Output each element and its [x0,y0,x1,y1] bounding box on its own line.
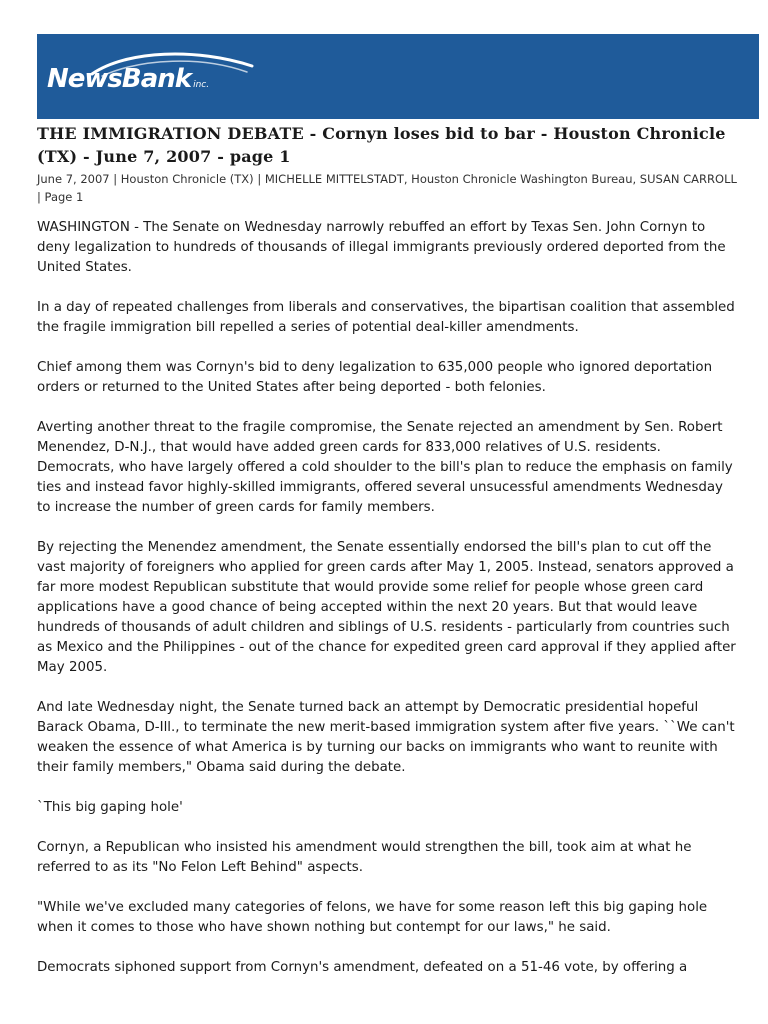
article-paragraph: By rejecting the Menendez amendment, the Senate essentially endorsed the bill's plan to cut off the vast majority of foreigners who applied for green cards after May 1, 2005. Instead, senators approved a far more modest Republican substitute that would provide some relief for people whose green card applications have a good chance of being accepted within the next 20 years. But that would leave hundreds of thousands of adult children and siblings of U.S. residents - particularly from countries such as Mexico and the Philippines - out of the chance for expedited green card approval if they applied after May 2005. [37,540,736,675]
article-content [37,122,737,998]
article-paragraph: "While we've excluded many categories of felons, we have for some reason left this big gaping hole when it comes to those who have shown nothing but contempt for our laws," he said. [37,900,708,935]
article-paragraph: In a day of repeated challenges from liberals and conservatives, the bipartisan coalition that assembled the fragile immigration bill repelled a series of potential deal-killer amendments. [37,300,735,335]
article-body [37,218,737,978]
article-paragraph: Cornyn, a Republican who insisted his amendment would strengthen the bill, took aim at what he referred to as its "No Felon Left Behind" aspects. [37,840,692,875]
newsbank-logo[interactable] [47,48,287,108]
article-subheading: `This big gaping hole' [37,800,183,815]
article-paragraph: And late Wednesday night, the Senate turned back an attempt by Democratic presidential hopeful Barack Obama, D-Ill., to terminate the new merit-based immigration system after five years. ``We can't weaken the essence of what America is by turning our backs on immigrants who want to reunite with their family members," Obama said during the debate. [37,700,735,775]
article-paragraph: Chief among them was Cornyn's bid to deny legalization to 635,000 people who ignored deportation orders or returned to the United States after being deported - both felonies. [37,360,713,395]
article-paragraph: Averting another threat to the fragile compromise, the Senate rejected an amendment by Sen. Robert Menendez, D-N.J., that would have added green cards for 833,000 relatives of U.S. residents. Democrats, who have largely offered a cold shoulder to the bill's plan to reduce the emphasis on family ties and instead favor highly-skilled immigrants, offered several unsucessful amendments Wednesday to increase the number of green cards for family members. [37,420,733,515]
logo-suffix: inc. [193,80,210,90]
article-paragraph: WASHINGTON - The Senate on Wednesday narrowly rebuffed an effort by Texas Sen. John Cornyn to deny legalization to hundreds of thousands of illegal immigrants previously ordered deported from the United States. [37,220,726,275]
logo-wordmark [47,64,209,94]
logo-name: NewsBank [47,64,192,94]
header-banner [37,34,759,119]
article-title: THE IMMIGRATION DEBATE - Cornyn loses bid to bar - Houston Chronicle (TX) - June 7, 2007 - page 1 [37,124,726,166]
article-paragraph: Democrats siphoned support from Cornyn's amendment, defeated on a 51-46 vote, by offering a [37,960,688,975]
article-byline: June 7, 2007 | Houston Chronicle (TX) | MICHELLE MITTELSTADT, Houston Chronicle Washington Bureau, SUSAN CARROLL | Page 1 [37,172,737,204]
